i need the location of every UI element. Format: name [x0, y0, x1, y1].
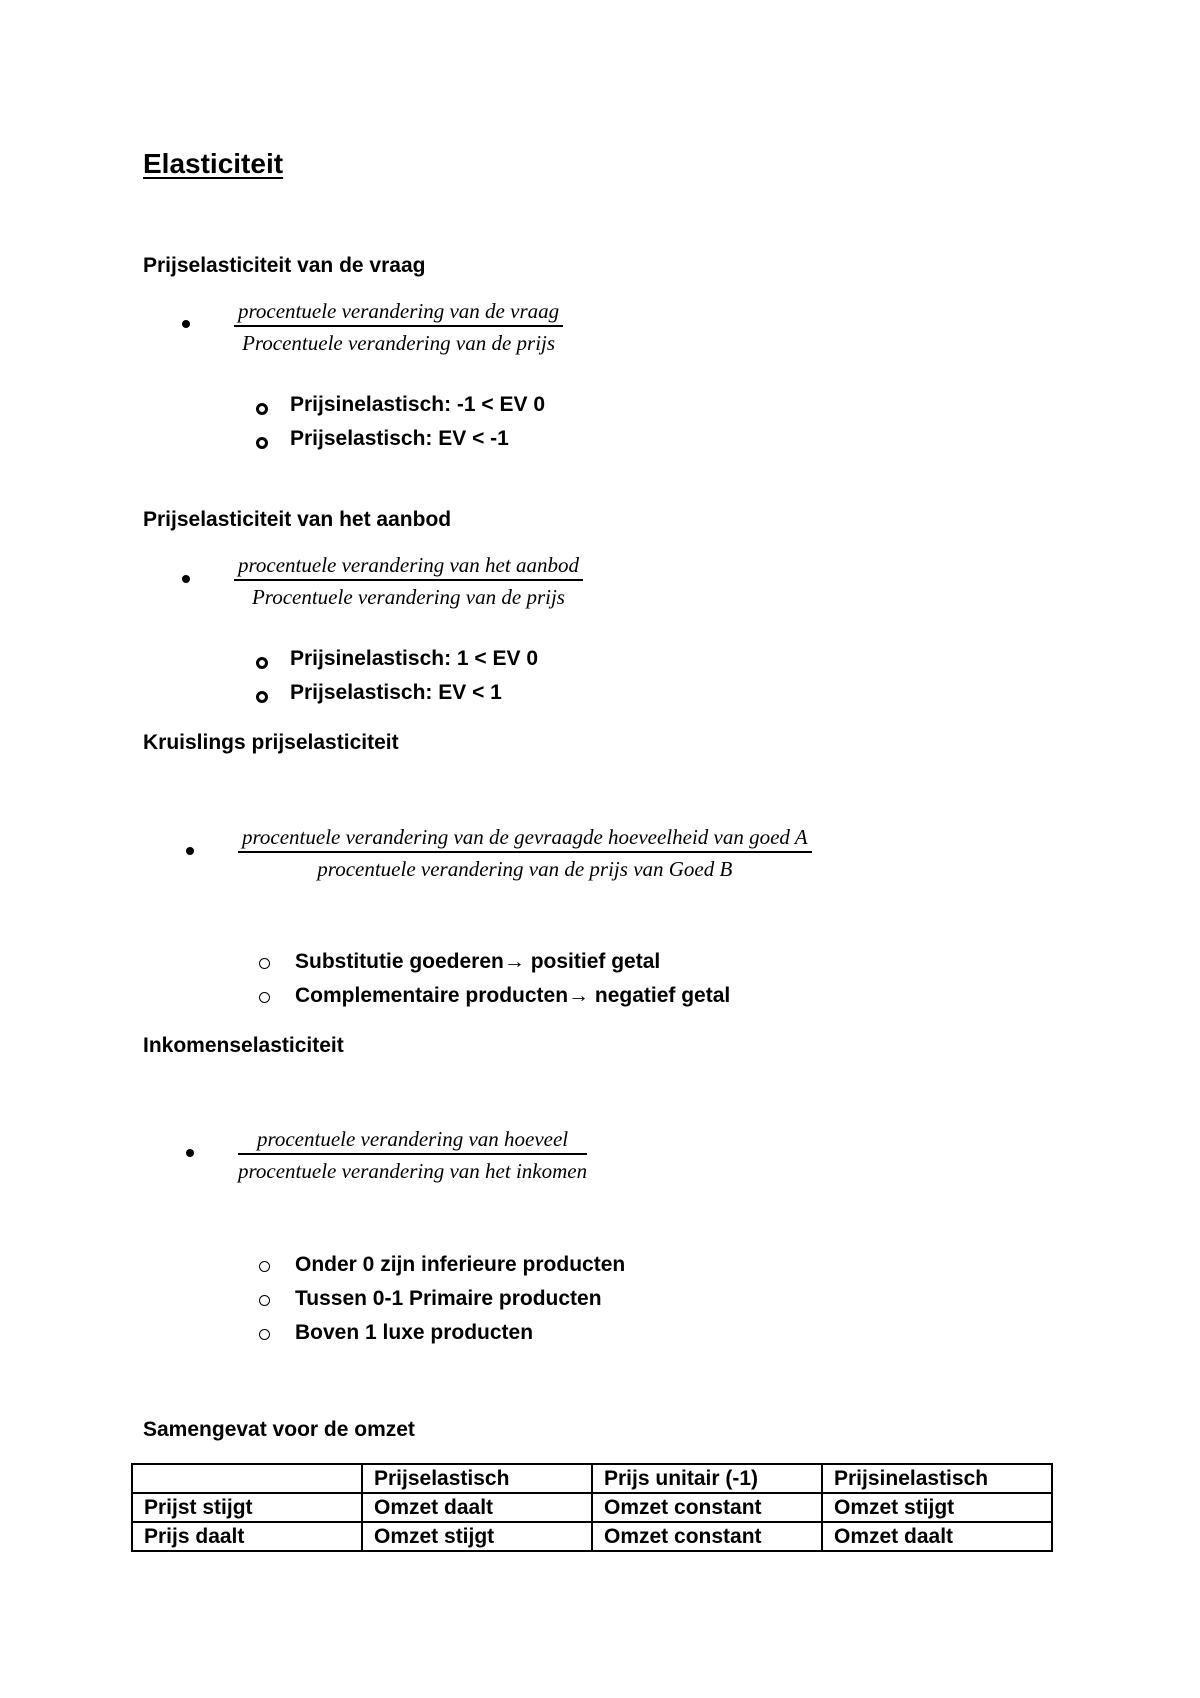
circle-bullet-icon — [256, 403, 268, 415]
section-heading-kruislings: Kruislings prijselasticiteit — [143, 731, 399, 754]
table-cell: Omzet stijgt — [362, 1522, 592, 1551]
formula-kruislings — [238, 825, 812, 882]
circle-bullet-icon — [256, 657, 268, 669]
bullet-icon — [186, 1149, 194, 1157]
formula-vraag — [234, 299, 563, 356]
bullet-icon — [182, 320, 190, 328]
table-cell: Omzet daalt — [362, 1493, 592, 1522]
formula-denominator: procentuele verandering van de prijs van Goed B — [317, 857, 733, 881]
formula-numerator: procentuele verandering van hoeveel — [238, 1127, 587, 1155]
list-item: Boven 1 luxe producten — [295, 1321, 534, 1344]
arrow-right-icon: → — [503, 950, 525, 973]
formula-aanbod — [234, 553, 583, 610]
table-cell: Prijs daalt — [132, 1522, 362, 1551]
formula-numerator: procentuele verandering van de vraag — [234, 299, 563, 327]
table-cell: Omzet daalt — [822, 1522, 1052, 1551]
section-heading-summary: Samengevat voor de omzet — [143, 1418, 415, 1441]
section-heading-inkomen: Inkomenselasticiteit — [143, 1034, 344, 1057]
circle-bullet-icon — [256, 437, 268, 449]
list-item-result: positief getal — [524, 950, 661, 973]
circle-bullet-icon — [259, 958, 270, 969]
formula-denominator: Procentuele verandering van de prijs — [251, 585, 565, 609]
page-title: Elasticiteit — [143, 148, 284, 179]
bullet-icon — [182, 575, 190, 583]
formula-numerator: procentuele verandering van het aanbod — [234, 553, 583, 581]
section-heading-aanbod: Prijselasticiteit van het aanbod — [143, 508, 452, 531]
circle-bullet-icon — [259, 992, 270, 1003]
circle-bullet-icon — [259, 1295, 270, 1306]
summary-table — [131, 1463, 1053, 1552]
list-item: Tussen 0-1 Primaire producten — [295, 1287, 602, 1310]
list-item — [295, 984, 730, 1008]
table-cell: Omzet constant — [592, 1522, 822, 1551]
bullet-icon — [186, 847, 194, 855]
list-item: Prijsinelastisch: -1 < EV 0 — [290, 393, 546, 416]
formula-numerator: procentuele verandering van de gevraagde hoeveelheid van goed A — [238, 825, 812, 853]
list-item: Prijsinelastisch: 1 < EV 0 — [290, 647, 539, 670]
circle-bullet-icon — [259, 1261, 270, 1272]
list-item-text: Substitutie goederen — [295, 950, 504, 973]
section-heading-vraag: Prijselasticiteit van de vraag — [143, 254, 426, 277]
table-header-cell: Prijselastisch — [362, 1464, 592, 1493]
list-item: Prijselastisch: EV < 1 — [290, 681, 502, 704]
table-row — [132, 1522, 1052, 1551]
list-item-text: Complementaire producten — [295, 984, 569, 1007]
table-cell: Omzet constant — [592, 1493, 822, 1522]
list-item: Prijselastisch: EV < -1 — [290, 427, 509, 450]
formula-denominator: procentuele verandering van het inkomen — [238, 1159, 588, 1183]
list-item — [295, 950, 660, 974]
formula-denominator: Procentuele verandering van de prijs — [242, 331, 556, 355]
circle-bullet-icon — [259, 1329, 270, 1340]
table-header-cell: Prijsinelastisch — [822, 1464, 1052, 1493]
table-header-row — [132, 1464, 1052, 1493]
table-header-cell: Prijs unitair (-1) — [592, 1464, 822, 1493]
table-cell: Prijst stijgt — [132, 1493, 362, 1522]
list-item: Onder 0 zijn inferieure producten — [295, 1253, 626, 1276]
arrow-right-icon: → — [568, 984, 590, 1007]
list-item-result: negatief getal — [589, 984, 731, 1007]
table-row — [132, 1493, 1052, 1522]
circle-bullet-icon — [256, 691, 268, 703]
table-cell: Omzet stijgt — [822, 1493, 1052, 1522]
table-header-cell — [132, 1464, 362, 1493]
formula-inkomen — [238, 1127, 587, 1184]
